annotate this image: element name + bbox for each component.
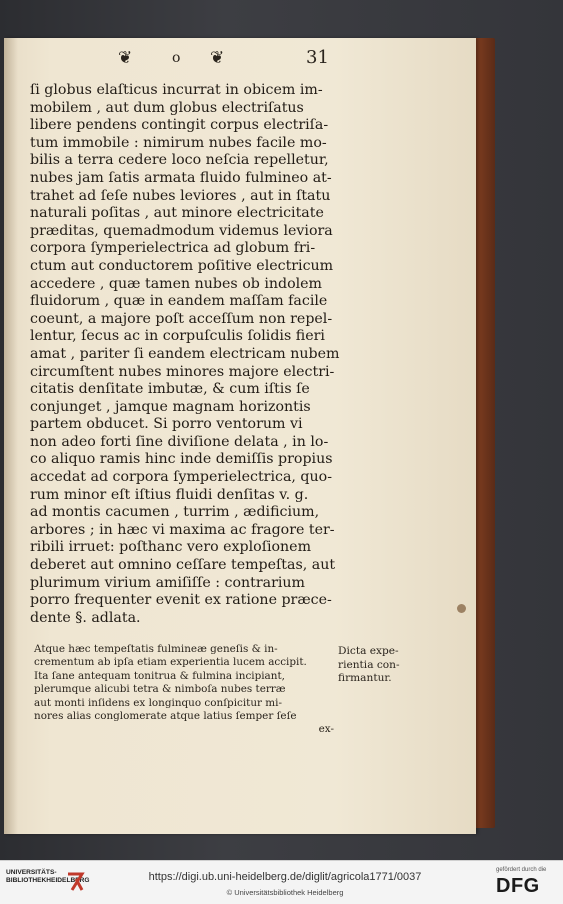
body-text <box>30 82 342 627</box>
catchword: ex- <box>318 723 334 736</box>
text-line: arbores ; in hæc vi maxima ac fragore ter- <box>30 521 335 538</box>
text-line: co aliquo ramis hinc inde demiſſis propius <box>30 451 333 468</box>
text-line: partem obducet. Si porro ventorum vi <box>30 416 303 433</box>
footnote-text <box>34 643 334 737</box>
text-line: citatis denſitate imbutæ, & cum iſtis ſe <box>30 381 310 398</box>
margin-note <box>338 645 428 686</box>
text-line: trahet ad ſeſe nubes leviores , aut in ſtatu <box>30 187 331 204</box>
text-line: ad montis cacumen , turrim , ædificium, <box>30 504 320 521</box>
text-line: ſi globus elaſticus incurrat in obicem im- <box>30 82 323 98</box>
ornament-right-icon: ❦ <box>210 48 225 68</box>
footnote-line: Atque hæc tempeſtatis fulmineæ geneſis & in- <box>34 643 278 655</box>
text-line: ctum aut conductorem poſitive electricum <box>30 257 334 274</box>
margin-note-line: Dicta expe- <box>338 645 399 657</box>
paper-stain <box>457 604 466 613</box>
library-logo[interactable] <box>6 869 90 899</box>
footnote-line: nores alias conglomerate atque latius ſemper ſeſe <box>34 710 297 723</box>
copyright-notice: © Universitätsbibliothek Heidelberg <box>226 888 344 897</box>
margin-note-line: rientia con- <box>338 658 400 671</box>
text-line: accedat ad corpora ſymperielectrica, quo- <box>30 469 332 486</box>
text-line: fluidorum , quæ in eandem maſſam facile <box>30 293 328 310</box>
dfg-logo[interactable]: DFG <box>496 875 540 897</box>
spine-shadow <box>4 38 18 834</box>
text-line: amat , pariter ſi eandem electricam nubem <box>30 345 340 362</box>
page-url[interactable]: https://digi.ub.uni-heidelberg.de/diglit/agricola1771/0037 <box>148 871 422 883</box>
page-header <box>0 46 563 70</box>
text-line: non adeo forti ſine diviſione delata , in lo- <box>30 433 329 450</box>
text-line: coeunt, a majore poſt acceſſum non repel- <box>30 310 333 327</box>
library-name-line: HEIDELBERG <box>46 877 90 884</box>
footnote-line: Ita ſane antequam tonitrua & fulmina incipiant, <box>34 669 285 682</box>
text-line: lentur, ſecus ac in corpuſculis ſolidis fieri <box>30 328 325 345</box>
text-line: deberet aut omnino ceſſare tempeſtas, aut <box>30 557 336 574</box>
text-line: plurimum virium amiſiſſe : contrarium <box>30 574 306 591</box>
text-line: mobilem , aut dum globus electriſatus <box>30 99 304 116</box>
text-line: circumſtent nubes minores majore electri- <box>30 363 335 380</box>
text-line: præditas, quemadmodum videmus leviora <box>30 222 333 239</box>
footnote-line: aut monti inſidens ex longinquo conſpicitur mi- <box>34 696 282 709</box>
viewer-footer <box>0 860 563 904</box>
library-name-line: UNIVERSITÄTS- <box>6 869 57 876</box>
text-line: corpora ſymperielectrica ad globum fri- <box>30 240 316 257</box>
margin-note-line: firmantur. <box>338 672 392 685</box>
funder-caption: gefördert durch die <box>496 867 547 873</box>
text-line: rum minor eſt iſtius fluidi denſitas v. g. <box>30 486 309 503</box>
text-line: dente §. adlata. <box>30 609 141 626</box>
library-name-line: BIBLIOTHEK <box>6 877 47 884</box>
text-line: tum immobile : nimirum nubes facile mo- <box>30 134 327 151</box>
ornament-mid-icon: o <box>172 50 181 66</box>
footnote-line: plerumque alicubi tetra & nimboſa nubes terræ <box>34 683 286 696</box>
text-line: conjunget , jamque magnam horizontis <box>30 398 311 415</box>
text-line: porro frequenter evenit ex ratione præce- <box>30 592 332 609</box>
footnote-line: crementum ab ipſa etiam experientia lucem accipit. <box>34 656 307 669</box>
text-line: libere pendens contingit corpus electriſa- <box>30 117 329 134</box>
text-line: nubes jam ſatis armata fluido fulmineo at- <box>30 169 332 186</box>
text-line: accedere , quæ tamen nubes ob indolem <box>30 275 323 292</box>
library-mark-icon <box>64 871 86 893</box>
page-number: 31 <box>306 47 329 68</box>
text-line: ribili irruet: poſthanc vero exploſionem <box>30 539 312 556</box>
ornament-left-icon: ❦ <box>118 48 133 68</box>
text-line: bilis a terra cedere loco neſcia repelletur, <box>30 152 329 169</box>
text-line: naturali poſitas , aut minore electricitate <box>30 205 324 222</box>
